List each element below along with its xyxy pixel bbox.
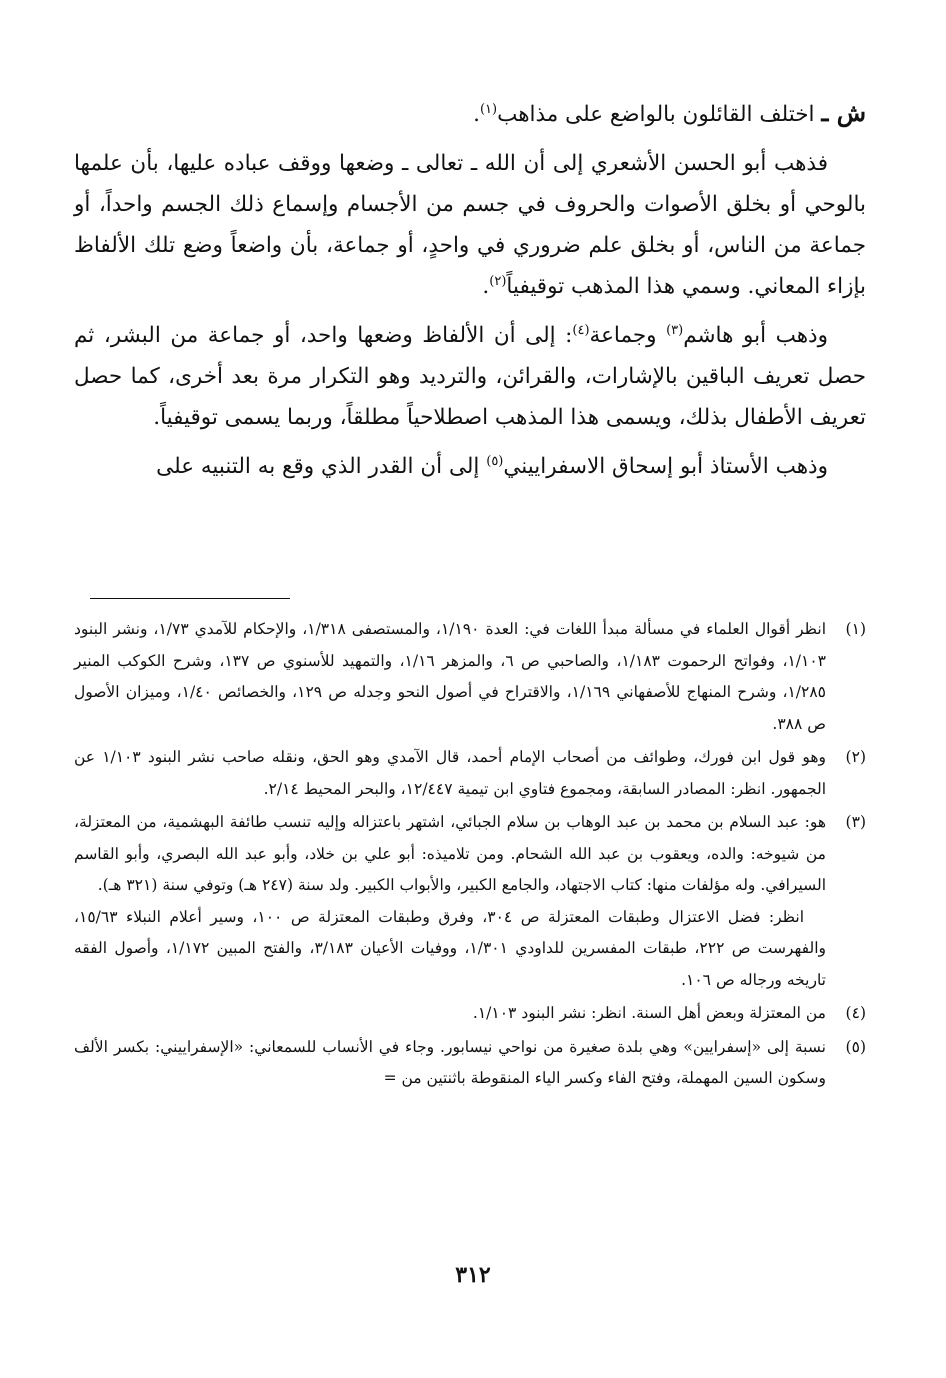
footnote-ref: (٤) xyxy=(572,322,590,338)
paragraph-isfarayini xyxy=(74,446,866,487)
paragraph-text: وذهب الأستاذ أبو إسحاق الاسفراييني xyxy=(503,454,828,479)
footnote-text: انظر: فضل الاعتزال وطبقات المعتزلة ص ٣٠٤، وفرق وطبقات المعتزلة ص ١٠٠، وسير أعلام النبلاء ١٥/٦٣، والفهرست ص ٢٢٢، طبقات المفسرين للداودي ١/٣٠١، ووفيات الأعيان ٣/١٨٣، والفتح المبين ١/١٧٢، وأصول الفقه تاريخه ورجاله ص ١٠٦. xyxy=(74,907,826,989)
footnote-text: وهو قول ابن فورك، وطوائف من أصحاب الإمام أحمد، قال الآمدي وهو الحق، ونقله صاحب نشر البنود ١/١٠٣ عن الجمهور. انظر: المصادر السابقة، ومجموع فتاوي ابن تيمية ١٢/٤٤٧، والبحر المحيط ٢/١٤. xyxy=(74,748,826,798)
footnote-text: هو: عبد السلام بن محمد بن عبد الوهاب بن سلام الجبائي، اشتهر باعتزاله وإليه تنسب طائفة البهشمية، من المعتزلة، من شيوخه: والده، ويعقوب بن عبد الله الشحام. ومن تلاميذه: أبو علي بن خلاد، وأبو عبد الله البصري، وأبو القاسم السيرافي. وله مؤلفات منها: كتاب الاجتهاد، والجامع الكبير، والأبواب الكبير. ولد سنة (٢٤٧ هـ) وتوفي سنة (٣٢١ هـ). xyxy=(74,813,826,894)
footnote xyxy=(74,998,866,1030)
paragraph-text: : إلى أن الألفاظ وضعها واحد، أو جماعة من البشر، ثم حصل تعريف الباقين بالإشارات، والقرائن، والترديد وهو التكرار مرة بعد أخرى، كما حصل تعريف الأطفال بذلك، ويسمى هذا المذهب اصطلاحياً مطلقاً، وربما يسمى توقيفياً. xyxy=(74,323,866,430)
footnote-text: من المعتزلة وبعض أهل السنة. انظر: نشر البنود ١/١٠٣. xyxy=(472,1004,826,1022)
footnote-ref: (٥) xyxy=(486,453,504,469)
footnote-body xyxy=(74,807,826,996)
main-text xyxy=(74,92,866,487)
footnote xyxy=(74,807,866,996)
page-body xyxy=(74,92,866,487)
footnote-number: (٣) xyxy=(845,813,866,831)
footnote xyxy=(74,614,866,740)
paragraph-abu-hashim xyxy=(74,315,866,438)
footnote-number: (١) xyxy=(845,620,866,638)
opening-end: . xyxy=(473,102,480,127)
page-number: ٣١٢ xyxy=(455,1262,491,1288)
footnote-number: (٢) xyxy=(845,748,866,766)
footnote-ref: (١) xyxy=(479,101,498,117)
footnote-number: (٤) xyxy=(845,1004,866,1022)
paragraph-text: إلى أن القدر الذي وقع به التنبيه على xyxy=(156,454,487,479)
paragraph-text: وذهب أبو هاشم xyxy=(683,323,828,348)
paragraph-text: فذهب أبو الحسن الأشعري إلى أن الله ـ تعالى ـ وضعها ووقف عباده عليها، بأن علمها بالوحي أو بخلق الأصوات والحروف في جسم من الأجسام وإسماع ذلك الجسم واحداً، أو جماعة من الناس، أو بخلق علم ضروري في واحدٍ، أو جماعة، بأن واضعاً وضع تلك الألفاظ بإزاء المعاني. وسمي هذا المذهب توقيفياً xyxy=(74,151,866,299)
footnote-ref: (٢) xyxy=(489,273,507,289)
footnote-divider xyxy=(90,598,290,599)
footnote xyxy=(74,742,866,805)
footnote-body xyxy=(74,998,826,1030)
footnote-body xyxy=(74,614,826,740)
footnotes xyxy=(74,614,866,1097)
opening-text: اختلف القائلون بالواضع على مذاهب xyxy=(497,102,815,127)
paragraph-text: وجماعة xyxy=(589,323,667,348)
paragraph-ashari xyxy=(74,143,866,307)
footnote-text: انظر أقوال العلماء في مسألة مبدأ اللغات في: العدة ١/١٩٠، والمستصفى ١/٣١٨، والإحكام للآمدي ١/٧٣، ونشر البنود ١/١٠٣، وفواتح الرحموت ١/١٨٣، والصاحبي ص ٦، والمزهر ١/١٦، والتمهيد للأسنوي ص ١٣٧، وشرح الكوكب المنير ١/٢٨٥، وشرح المنهاج للأصفهاني ١/١٦٩، والاقتراح في أصول النحو وجدله ص ١٢٩، والخصائص ١/٤٠، وميزان الأصول ص ٣٨٨. xyxy=(74,620,827,733)
opening-line xyxy=(74,92,866,135)
footnote-body xyxy=(74,1032,826,1095)
footnote-ref: (٣) xyxy=(666,322,684,338)
footnote xyxy=(74,1032,866,1095)
footnote-number: (٥) xyxy=(845,1037,866,1056)
footnote-text: نسبة إلى «إسفرايين» وهي بلدة صغيرة من نواحي نيسابور. وجاء في الأنساب للسمعاني: «الإسفراييني: بكسر الألف وسكون السين المهملة، وفتح الفاء وكسر الياء المنقوطة باثنتين من = xyxy=(74,1037,826,1087)
footnote-body xyxy=(74,742,826,805)
commentary-marker: ش ـ xyxy=(821,98,866,127)
paragraph-text: . xyxy=(482,274,490,299)
